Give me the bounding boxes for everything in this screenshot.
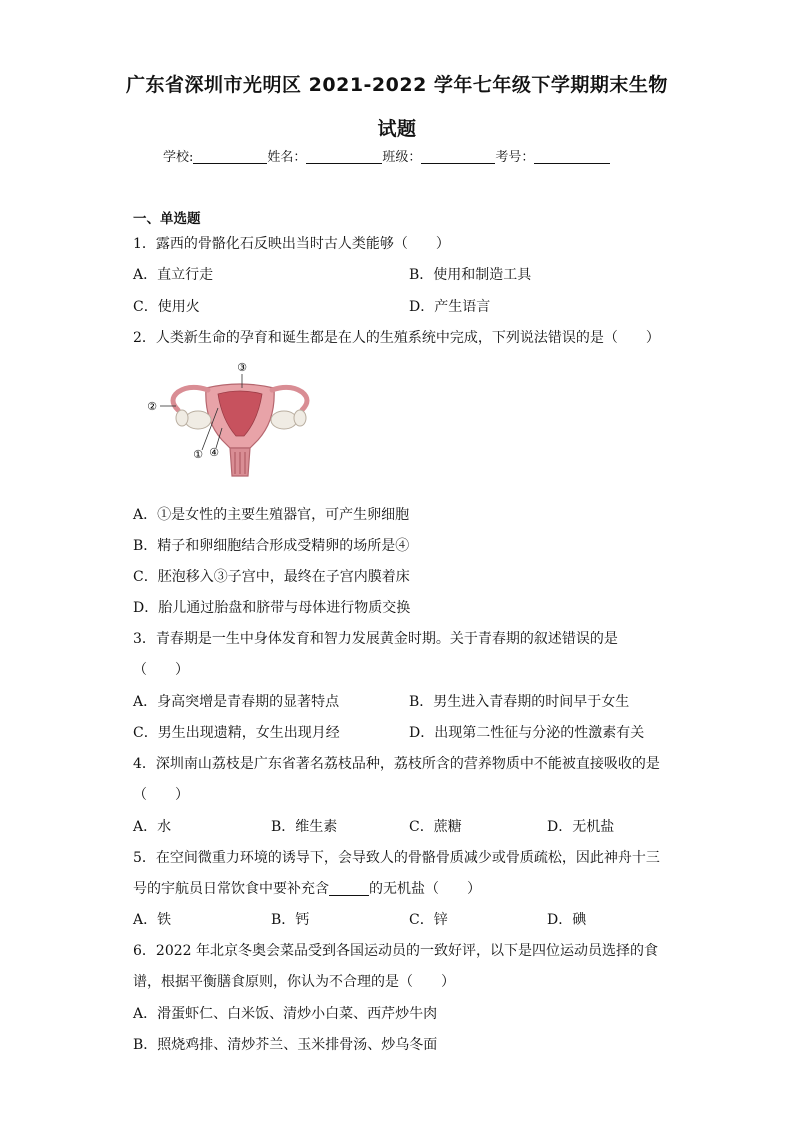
question-stem-continued: [133, 878, 481, 898]
school-blank[interactable]: [193, 149, 267, 164]
question-stem: 5．在空间微重力环境的诱导下，会导致人的骨骼骨质减少或骨质疏松，因此神舟十三: [133, 850, 660, 866]
school-label: 学校:: [163, 150, 194, 165]
question-stem: 1．露西的骨骼化石反映出当时古人类能够（ ）: [133, 236, 450, 252]
option-c[interactable]: C．使用火: [133, 299, 200, 315]
option-d[interactable]: D．出现第二性征与分泌的性激素有关: [409, 725, 645, 741]
option-a[interactable]: A．水: [133, 819, 172, 835]
question-stem: 6．2022 年北京冬奥会菜品受到各国运动员的一致好评，以下是四位运动员选择的食: [133, 943, 658, 959]
figure-label-1: ①: [193, 448, 203, 461]
option-b[interactable]: B．钙: [271, 912, 310, 928]
figure-label-3: ③: [237, 361, 247, 374]
option-c[interactable]: C．蔗糖: [409, 819, 462, 835]
stem-part-2: 的无机盐（ ）: [369, 881, 481, 897]
exam-no-blank[interactable]: [534, 149, 610, 164]
female-reproductive-system-figure: [138, 358, 318, 478]
exam-no-label: 考号：: [495, 150, 535, 165]
option-a[interactable]: A．滑蛋虾仁、白米饭、清炒小白菜、西芹炒牛肉: [133, 1006, 438, 1022]
option-d[interactable]: D．碘: [547, 912, 587, 928]
option-b[interactable]: B．精子和卵细胞结合形成受精卵的场所是④: [133, 538, 410, 554]
option-a[interactable]: A．直立行走: [133, 267, 214, 283]
question-stem: 4．深圳南山荔枝是广东省著名荔枝品种，荔枝所含的营养物质中不能被直接吸收的是: [133, 756, 660, 772]
exam-title-line2: 试题: [377, 118, 417, 140]
question-stem: 2．人类新生命的孕育和诞生都是在人的生殖系统中完成，下列说法错误的是（ ）: [133, 330, 660, 346]
question-stem: 3．青春期是一生中身体发育和智力发展黄金时期。关于青春期的叙述错误的是: [133, 631, 618, 647]
answer-blank[interactable]: [329, 881, 369, 896]
figure-label-2: ②: [147, 400, 157, 413]
class-label: 班级：: [382, 150, 422, 165]
name-label: 姓名：: [267, 150, 307, 165]
class-blank[interactable]: [421, 149, 495, 164]
option-b[interactable]: B．男生进入青春期的时间早于女生: [409, 694, 630, 710]
stem-part-1: 号的宇航员日常饮食中要补充含: [133, 881, 329, 897]
option-a[interactable]: A．铁: [133, 912, 172, 928]
figure-label-4: ④: [209, 446, 219, 459]
option-c[interactable]: C．锌: [409, 912, 448, 928]
question-stem-continued: 谱，根据平衡膳食原则，你认为不合理的是（ ）: [133, 974, 455, 990]
option-b[interactable]: B．维生素: [271, 819, 338, 835]
option-c[interactable]: C．男生出现遗精，女生出现月经: [133, 725, 340, 741]
section-title: 一、单选题: [133, 211, 201, 227]
option-a[interactable]: A．身高突增是青春期的显著特点: [133, 694, 340, 710]
student-info-row: [163, 146, 610, 165]
option-a[interactable]: A．①是女性的主要生殖器官，可产生卵细胞: [133, 507, 410, 523]
exam-title-line1: 广东省深圳市光明区 2021-2022 学年七年级下学期期末生物: [126, 74, 668, 96]
option-c[interactable]: C．胚泡移入③子宫中，最终在子宫内膜着床: [133, 569, 410, 585]
option-b[interactable]: B．照烧鸡排、清炒芥兰、玉米排骨汤、炒乌冬面: [133, 1037, 438, 1053]
option-d[interactable]: D．产生语言: [409, 299, 491, 315]
question-stem-continued: （ ）: [133, 787, 189, 803]
option-d[interactable]: D．无机盐: [547, 819, 615, 835]
question-stem-continued: （ ）: [133, 662, 189, 678]
option-b[interactable]: B．使用和制造工具: [409, 267, 532, 283]
option-d[interactable]: D．胎儿通过胎盘和脐带与母体进行物质交换: [133, 600, 411, 616]
name-blank[interactable]: [306, 149, 382, 164]
